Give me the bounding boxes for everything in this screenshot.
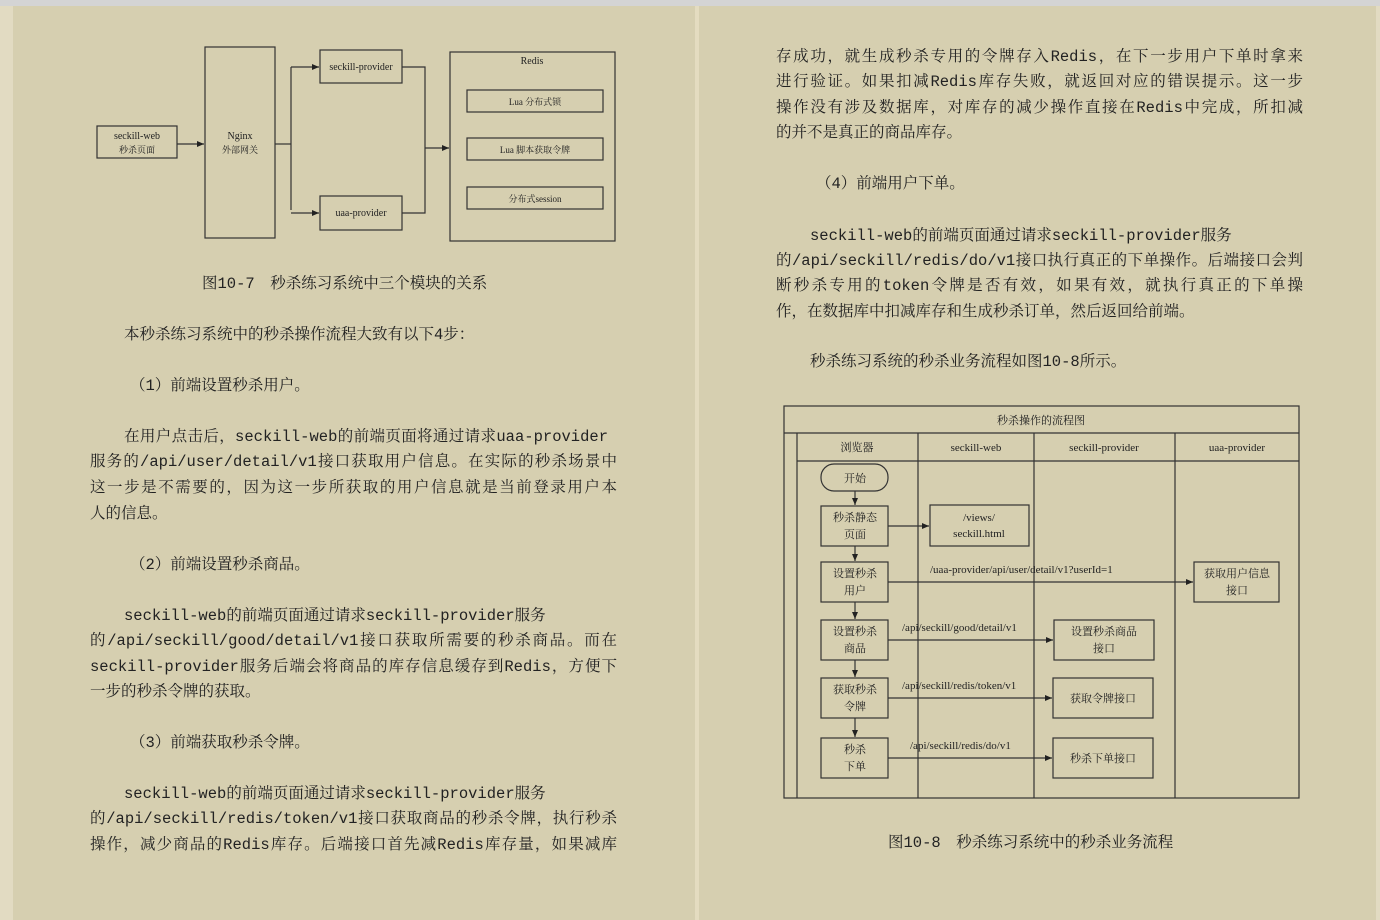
- paragraph-line: 进行验证。如果扣减Redis库存失败，就返回对应的错误提示。这一步: [776, 73, 1303, 91]
- seckill-web-sublabel: 秒杀页面: [118, 145, 156, 155]
- figure-caption: 图10-8 秒杀练习系统中的秒杀业务流程: [888, 834, 1174, 852]
- lane-header: uaa-provider: [1208, 442, 1266, 454]
- flowchart-title: 秒杀操作的流程图: [997, 415, 1085, 427]
- step-heading: （3）前端获取秒杀令牌。: [130, 734, 310, 752]
- do-api-label: /api/seckill/redis/do/v1: [910, 740, 1011, 752]
- seckill-web-label: seckill-web: [113, 131, 161, 142]
- paragraph-line: 操作，减少商品的Redis库存。后端接口首先减Redis库存量，如果减库: [90, 836, 617, 854]
- seckill-provider-label: seckill-provider: [329, 62, 393, 73]
- views-label: /views/: [963, 512, 995, 524]
- user-api-box-label: 接口: [1226, 585, 1248, 597]
- step-label: 设置秒杀: [833, 568, 877, 580]
- good-api-label: /api/seckill/good/detail/v1: [902, 622, 1017, 634]
- paragraph-line: 在用户点击后，seckill-web的前端页面将通过请求uaa-provider: [124, 428, 608, 446]
- uaa-provider-label: uaa-provider: [335, 208, 387, 219]
- figure-10-8: [784, 406, 1299, 798]
- do-api-box-label: 秒杀下单接口: [1070, 753, 1136, 765]
- step-label: 商品: [844, 643, 866, 655]
- redis-item-label: Lua 脚本获取令牌: [499, 145, 571, 155]
- step-label: 秒杀: [844, 744, 866, 756]
- step-label: 获取秒杀: [833, 684, 877, 696]
- lane-header: 浏览器: [840, 442, 874, 454]
- good-api-box-label: 设置秒杀商品: [1071, 626, 1137, 638]
- step-label: 设置秒杀: [833, 626, 877, 638]
- paragraph-line: seckill-provider服务后端会将商品的库存信息缓存到Redis，方便下: [90, 658, 617, 676]
- paragraph-line: 的并不是真正的商品库存。: [776, 124, 963, 142]
- nginx-box: [205, 47, 275, 238]
- paragraph-line: 的/api/seckill/redis/do/v1接口执行真正的下单操作。后端接口会判: [776, 252, 1303, 270]
- nginx-label: Nginx: [227, 131, 253, 142]
- paragraph-line: 本秒杀练习系统中的秒杀操作流程大致有以下4步：: [124, 326, 475, 344]
- redis-item-label: 分布式session: [508, 194, 562, 204]
- user-api-box-label: 获取用户信息: [1204, 568, 1270, 580]
- paragraph-line: 人的信息。: [90, 505, 168, 523]
- redis-title: Redis: [520, 56, 544, 67]
- start-label: 开始: [844, 473, 866, 485]
- paragraph-line: seckill-web的前端页面通过请求seckill-provider服务: [810, 227, 1232, 245]
- views-label: seckill.html: [953, 528, 1005, 540]
- redis-item-label: Lua 分布式锁: [508, 97, 562, 107]
- paragraph-line: 存成功，就生成秒杀专用的令牌存入Redis，在下一步用户下单时拿来: [776, 48, 1303, 66]
- good-api-box-label: 接口: [1093, 643, 1115, 655]
- figure-caption: 图10-7 秒杀练习系统中三个模块的关系: [202, 275, 488, 293]
- step-label: 秒杀静态: [833, 512, 877, 524]
- token-api-box-label: 获取令牌接口: [1070, 693, 1136, 705]
- figure-10-7: [97, 47, 615, 241]
- paragraph-line: 作，在数据库中扣减库存和生成秒杀订单，然后返回给前端。: [776, 303, 1195, 321]
- user-api-label: /uaa-provider/api/user/detail/v1?userId=1: [930, 564, 1113, 576]
- step-heading: （4）前端用户下单。: [816, 175, 965, 193]
- token-api-label: /api/seckill/redis/token/v1: [902, 680, 1017, 692]
- paragraph-line: 断秒杀专用的token令牌是否有效，如果有效，就执行真正的下单操: [776, 277, 1303, 295]
- step-label: 页面: [844, 529, 866, 541]
- paragraph-line: 的/api/seckill/good/detail/v1接口获取所需要的秒杀商品。而在: [90, 632, 617, 650]
- step-heading: （2）前端设置秒杀商品。: [130, 556, 310, 574]
- lane-header: seckill-provider: [1069, 442, 1139, 454]
- paragraph-line: 这一步是不需要的，因为这一步所获取的用户信息就是当前登录用户本: [90, 479, 617, 497]
- lane-header: seckill-web: [950, 442, 1002, 454]
- nginx-sublabel: 外部网关: [221, 145, 259, 155]
- paragraph-line: 秒杀练习系统的秒杀业务流程如图10-8所示。: [810, 353, 1127, 371]
- paragraph-line: 的/api/seckill/redis/token/v1接口获取商品的秒杀令牌，执行秒杀: [90, 810, 617, 828]
- step-label: 令牌: [844, 701, 866, 713]
- step-label: 下单: [844, 761, 866, 773]
- paragraph-line: seckill-web的前端页面通过请求seckill-provider服务: [124, 785, 546, 803]
- paragraph-line: 操作没有涉及数据库，对库存的减少操作直接在Redis中完成，所扣减: [776, 99, 1303, 117]
- step-heading: （1）前端设置秒杀用户。: [130, 377, 310, 395]
- step-label: 用户: [844, 585, 866, 597]
- paragraph-line: 一步的秒杀令牌的获取。: [90, 683, 261, 701]
- paragraph-line: seckill-web的前端页面通过请求seckill-provider服务: [124, 607, 546, 625]
- paragraph-line: 服务的/api/user/detail/v1接口获取用户信息。在实际的秒杀场景中: [90, 453, 617, 471]
